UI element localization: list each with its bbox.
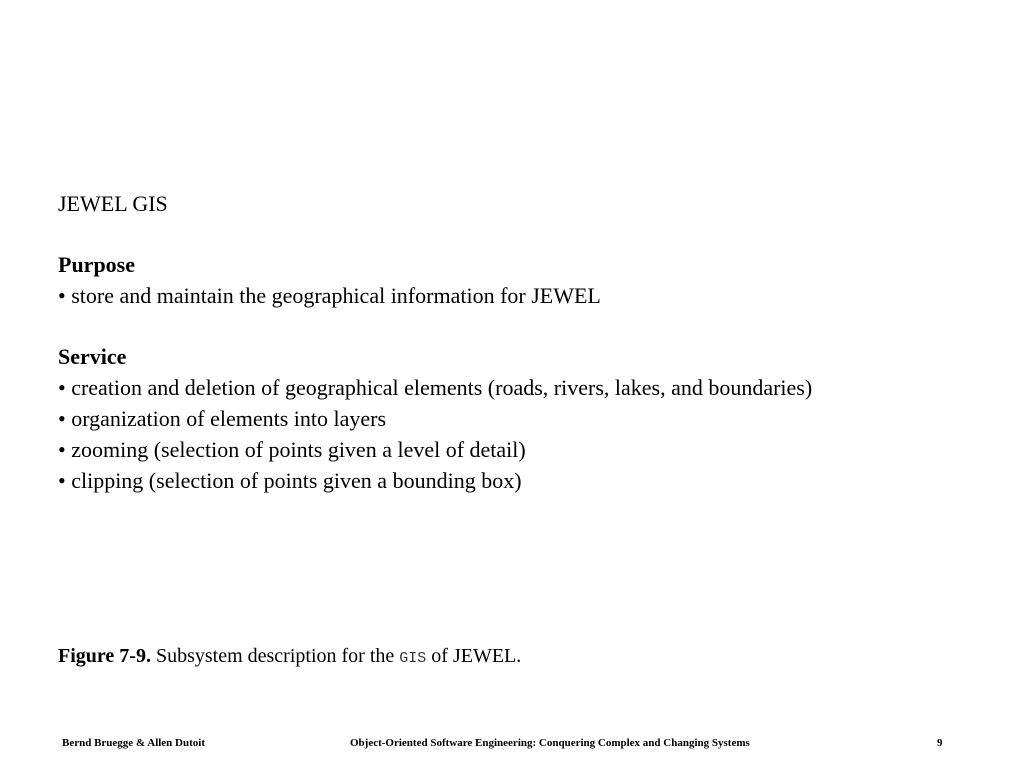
spacer (58, 219, 988, 249)
service-bullet: • zooming (selection of points given a level of detail) (58, 437, 526, 462)
spacer (58, 311, 988, 341)
slide-body (58, 188, 988, 496)
service-heading: Service (58, 344, 127, 369)
service-bullet: • creation and deletion of geographical elements (roads, rivers, lakes, and boundaries) (58, 375, 813, 400)
footer-page-number: 9 (937, 737, 943, 749)
service-bullet: • clipping (selection of points given a bounding box) (58, 468, 522, 493)
footer-authors: Bernd Bruegge & Allen Dutoit (62, 737, 205, 749)
caption-code: GIS (399, 650, 427, 667)
footer-book-title: Object-Oriented Software Engineering: Conquering Complex and Changing Systems (350, 737, 750, 749)
subsystem-title: JEWEL GIS (58, 191, 168, 216)
purpose-heading: Purpose (58, 252, 135, 277)
purpose-bullet: • store and maintain the geographical information for JEWEL (58, 283, 601, 308)
caption-text-end: of JEWEL. (426, 645, 522, 667)
service-bullet: • organization of elements into layers (58, 406, 387, 431)
caption-text: Subsystem description for the (150, 645, 400, 667)
figure-label: Figure 7-9. (58, 645, 151, 667)
figure-caption (58, 643, 521, 672)
